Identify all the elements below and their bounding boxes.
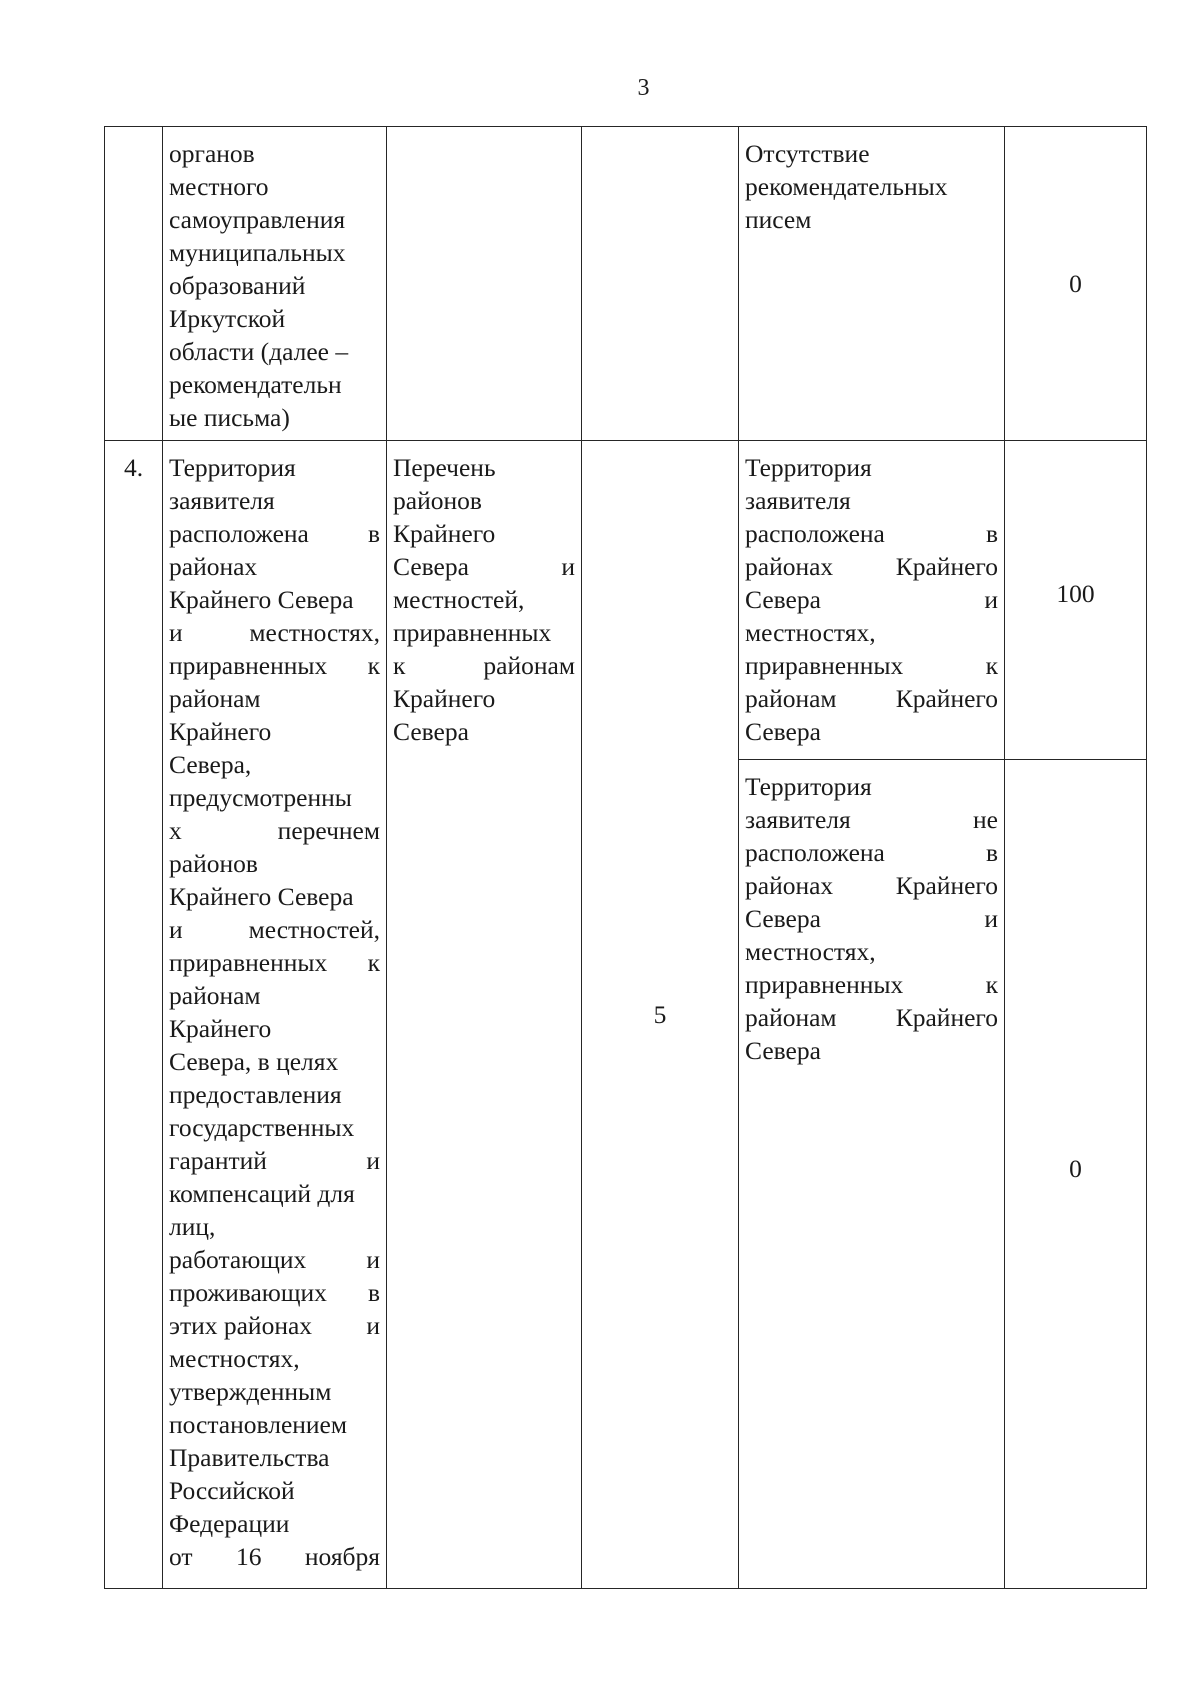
text-line — [169, 1375, 380, 1408]
text-line — [745, 517, 998, 550]
text-line — [393, 517, 575, 550]
text-word: заявителя — [169, 486, 275, 515]
text-line — [745, 1001, 998, 1034]
value-text — [745, 770, 998, 1067]
text-line — [745, 770, 998, 803]
text-word: компенсаций для — [169, 1179, 355, 1208]
text-word: местностях, — [169, 1344, 300, 1373]
text-word: районах — [169, 552, 258, 581]
text-word: не — [973, 805, 998, 834]
row-number-cell — [105, 127, 163, 441]
text-line — [169, 1144, 380, 1177]
text-word: приравненных — [745, 651, 904, 680]
text-line — [169, 748, 380, 781]
text-word: Севера — [745, 904, 821, 933]
text-line — [169, 715, 380, 748]
text-line — [393, 583, 575, 616]
text-line — [169, 649, 380, 682]
text-word: районах — [745, 552, 834, 581]
text-word: в — [367, 1278, 380, 1307]
text-word: и — [561, 552, 575, 581]
text-line — [169, 1210, 380, 1243]
text-line — [169, 451, 380, 484]
text-line — [169, 682, 380, 715]
text-word: Территория — [745, 772, 872, 801]
text-word: работающих — [169, 1245, 307, 1274]
text-word: Территория — [169, 453, 296, 482]
text-word: приравненных — [169, 948, 328, 977]
document-text — [393, 451, 575, 748]
text-line — [745, 682, 998, 715]
text-line — [169, 1540, 380, 1573]
text-line: рекомендательных — [745, 172, 948, 201]
text-word: районам — [745, 1003, 837, 1032]
text-word: перечнем — [277, 816, 380, 845]
text-word: к — [985, 970, 998, 999]
text-word: Крайнего — [169, 717, 272, 746]
text-word: к — [367, 948, 380, 977]
text-line — [745, 616, 998, 649]
text-line — [745, 484, 998, 517]
text-line — [169, 1111, 380, 1144]
criteria-table — [104, 126, 1147, 1589]
score-cell: 0 — [1005, 127, 1147, 441]
text-line: писем — [745, 205, 812, 234]
text-line — [169, 1474, 380, 1507]
text-word: районам — [169, 684, 261, 713]
text-line — [745, 649, 998, 682]
text-line — [169, 814, 380, 847]
text-word: Севера — [393, 717, 469, 746]
value-text — [745, 137, 998, 236]
criterion-cell — [163, 127, 387, 441]
text-line: самоуправления — [169, 205, 346, 234]
text-line: рекомендательн — [169, 370, 342, 399]
text-line — [393, 484, 575, 517]
text-word: Крайнего — [393, 684, 496, 713]
text-word: гарантий — [169, 1146, 267, 1175]
text-line — [169, 616, 380, 649]
text-word: районам — [169, 981, 261, 1010]
value-cell — [739, 127, 1005, 441]
text-line — [169, 979, 380, 1012]
text-line: местного — [169, 172, 269, 201]
text-line — [745, 836, 998, 869]
text-word: Севера, в целях — [169, 1047, 339, 1076]
text-word: Крайнего — [895, 684, 998, 713]
value-text — [745, 451, 998, 748]
text-word: Крайнего — [895, 871, 998, 900]
text-line — [393, 682, 575, 715]
table-row-4 — [105, 441, 1147, 760]
text-line — [169, 1507, 380, 1540]
weight-cell — [582, 127, 739, 441]
text-line — [169, 847, 380, 880]
text-word: этих районах — [169, 1311, 313, 1340]
text-line — [745, 803, 998, 836]
text-word: Севера — [745, 1036, 821, 1065]
text-word: и — [366, 1146, 380, 1175]
score-cell-option-2: 0 — [1005, 760, 1147, 1589]
text-word: Крайнего — [895, 552, 998, 581]
criterion-text — [169, 451, 380, 1573]
text-word: в — [367, 519, 380, 548]
text-word: местностей, — [393, 585, 525, 614]
weight-cell: 5 — [582, 441, 739, 1589]
text-word: предоставления — [169, 1080, 342, 1109]
text-line — [169, 517, 380, 550]
text-word: Российской — [169, 1476, 295, 1505]
text-word: приравненных — [745, 970, 904, 999]
text-line — [169, 913, 380, 946]
text-line — [169, 781, 380, 814]
text-word: Федерации — [169, 1509, 290, 1538]
text-word: лиц, — [169, 1212, 216, 1241]
text-word: в — [985, 519, 998, 548]
text-word: и — [984, 585, 998, 614]
text-word: расположена — [169, 519, 309, 548]
text-word: и — [366, 1311, 380, 1340]
text-line — [169, 880, 380, 913]
text-word: заявителя — [745, 805, 851, 834]
text-word: в — [985, 838, 998, 867]
text-word: Севера — [745, 585, 821, 614]
text-word: Севера — [393, 552, 469, 581]
text-word: Севера — [745, 717, 821, 746]
text-word: и — [984, 904, 998, 933]
text-word: Крайнего — [393, 519, 496, 548]
text-word: Крайнего — [895, 1003, 998, 1032]
text-line — [169, 583, 380, 616]
text-line — [169, 1012, 380, 1045]
text-line — [745, 451, 998, 484]
text-word: приравненных — [393, 618, 552, 647]
text-word: Правительства — [169, 1443, 330, 1472]
text-word: приравненных — [169, 651, 328, 680]
text-word: проживающих — [169, 1278, 327, 1307]
value-cell-option-2 — [739, 760, 1005, 1589]
text-line — [745, 550, 998, 583]
text-word: Перечень — [393, 453, 496, 482]
text-word: государственных — [169, 1113, 355, 1142]
text-line — [745, 583, 998, 616]
text-line — [169, 1078, 380, 1111]
text-word: заявителя — [745, 486, 851, 515]
page-number: 3 — [637, 75, 650, 101]
text-line — [393, 451, 575, 484]
text-line — [745, 1034, 998, 1067]
text-word: расположена — [745, 519, 885, 548]
document-cell — [387, 127, 582, 441]
text-word: местностей, — [248, 915, 380, 944]
text-word: местностях, — [745, 937, 876, 966]
text-word: утвержденным — [169, 1377, 332, 1406]
text-word: районах — [745, 871, 834, 900]
criterion-cell — [163, 441, 387, 1589]
text-word: предусмотренны — [169, 783, 352, 812]
text-line — [745, 935, 998, 968]
text-line — [169, 1045, 380, 1078]
text-word: и — [169, 618, 183, 647]
text-line: образований — [169, 271, 306, 300]
text-line — [169, 1309, 380, 1342]
text-line — [745, 869, 998, 902]
text-word: местностях, — [249, 618, 380, 647]
text-word: постановлением — [169, 1410, 348, 1439]
row-number-cell: 4. — [105, 441, 163, 1589]
text-line — [169, 1177, 380, 1210]
text-line — [745, 902, 998, 935]
text-word: Крайнего Севера — [169, 585, 354, 614]
text-line — [169, 550, 380, 583]
text-word: Севера, — [169, 750, 252, 779]
text-line — [393, 550, 575, 583]
text-word: Крайнего — [169, 1014, 272, 1043]
text-word: от — [169, 1542, 193, 1571]
text-line: Иркутской — [169, 304, 286, 333]
text-line — [169, 1408, 380, 1441]
text-word: районам — [483, 651, 575, 680]
text-word: Территория — [745, 453, 872, 482]
score-cell-option-1: 100 — [1005, 441, 1147, 760]
text-word: ноября — [304, 1542, 380, 1571]
criterion-text — [169, 137, 380, 434]
text-line: органов — [169, 139, 255, 168]
text-line — [169, 1276, 380, 1309]
text-word: к — [367, 651, 380, 680]
text-line — [393, 616, 575, 649]
text-word: районам — [745, 684, 837, 713]
text-word: расположена — [745, 838, 885, 867]
text-line — [745, 715, 998, 748]
text-line — [169, 1342, 380, 1375]
document-cell — [387, 441, 582, 1589]
text-word: и — [366, 1245, 380, 1274]
text-line: ые письма) — [169, 403, 290, 432]
text-word: и — [169, 915, 183, 944]
text-word: местностях, — [745, 618, 876, 647]
text-word: х — [169, 816, 182, 845]
text-line — [169, 1243, 380, 1276]
text-word: районов — [169, 849, 258, 878]
text-line — [393, 715, 575, 748]
text-word: к — [393, 651, 406, 680]
text-word: Крайнего Севера — [169, 882, 354, 911]
text-line — [393, 649, 575, 682]
table-row-continued — [105, 127, 1147, 441]
text-line — [745, 968, 998, 1001]
text-line — [169, 484, 380, 517]
text-word: к — [985, 651, 998, 680]
value-cell-option-1 — [739, 441, 1005, 760]
text-line: области (далее – — [169, 337, 349, 366]
text-word: районов — [393, 486, 482, 515]
text-line — [169, 1441, 380, 1474]
text-line: Отсутствие — [745, 139, 870, 168]
text-line — [169, 946, 380, 979]
text-line: муниципальных — [169, 238, 346, 267]
text-word: 16 — [235, 1542, 262, 1571]
